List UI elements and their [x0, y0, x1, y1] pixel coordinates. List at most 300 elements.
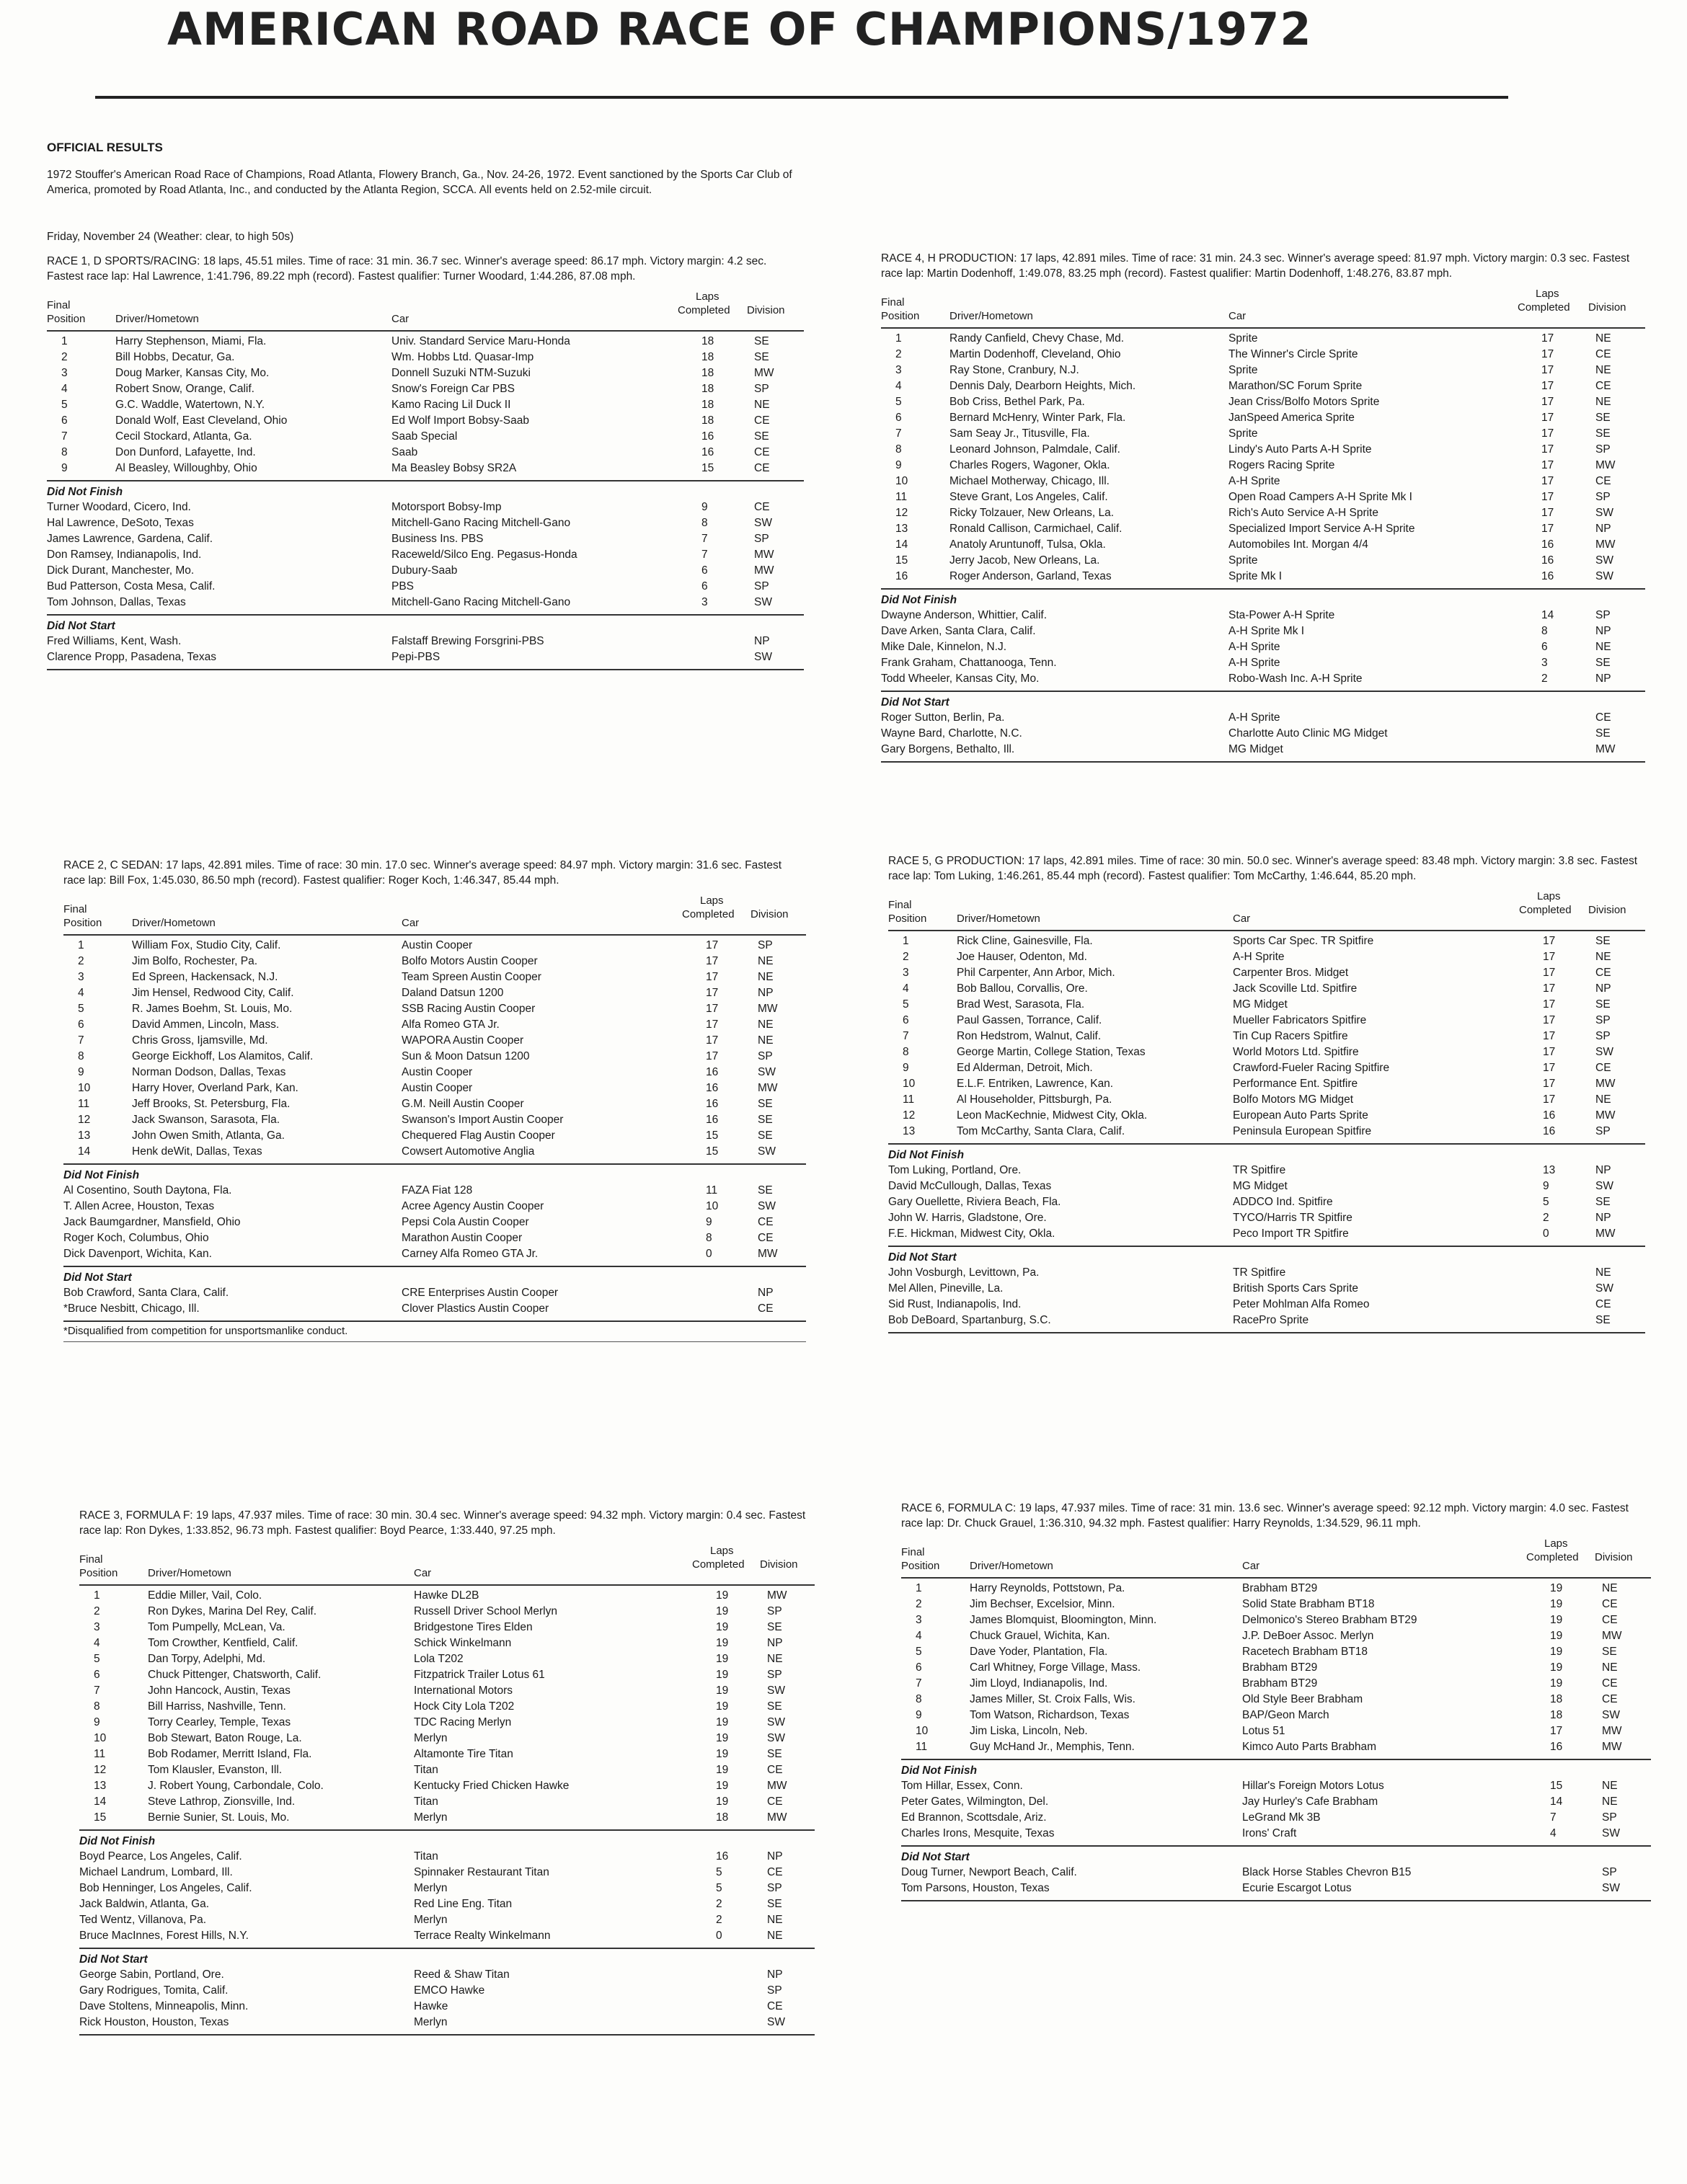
laps-completed: 17: [1543, 998, 1556, 1011]
division: CE: [1595, 1062, 1611, 1074]
car-name: Falstaff Brewing Forsgrini-PBS: [391, 635, 544, 647]
driver-hometown: F.E. Hickman, Midwest City, Okla.: [888, 1228, 1055, 1240]
car-name: LeGrand Mk 3B: [1242, 1811, 1321, 1824]
table-row: [79, 2015, 815, 2031]
car-name: Marathon/SC Forum Sprite: [1228, 380, 1363, 392]
laps-completed: 17: [1541, 396, 1554, 408]
finish-position: 15: [94, 1811, 107, 1824]
driver-hometown: Guy McHand Jr., Memphis, Tenn.: [970, 1741, 1135, 1753]
table-row: [888, 966, 1645, 982]
finish-position: 8: [895, 443, 902, 456]
table-row: [881, 443, 1645, 458]
car-name: Peter Mohlman Alfa Romeo: [1233, 1298, 1370, 1310]
driver-hometown: Tom Crowther, Kentfield, Calif.: [148, 1637, 298, 1649]
division: NE: [767, 1914, 783, 1926]
driver-hometown: Jeff Brooks, St. Petersburg, Fla.: [132, 1098, 291, 1110]
driver-hometown: Rick Cline, Gainesville, Fla.: [957, 935, 1093, 947]
car-name: Specialized Import Service A-H Sprite: [1228, 523, 1415, 535]
col-laps-label: Laps: [700, 895, 724, 907]
table-row: [63, 1199, 806, 1215]
driver-hometown: Ray Stone, Cranbury, N.J.: [949, 364, 1079, 376]
driver-hometown: Brad West, Sarasota, Fla.: [957, 998, 1085, 1011]
driver-hometown: Carl Whitney, Forge Village, Mass.: [970, 1661, 1141, 1674]
table-row: [79, 1779, 815, 1795]
laps-completed: 17: [1541, 332, 1554, 345]
laps-completed: 17: [1541, 364, 1554, 376]
driver-hometown: Tom Pumpelly, McLean, Va.: [148, 1621, 285, 1633]
table-row: [881, 411, 1645, 427]
division: SW: [1595, 507, 1613, 519]
driver-hometown: Jim Hensel, Redwood City, Calif.: [132, 987, 294, 999]
driver-hometown: J. Robert Young, Carbondale, Colo.: [148, 1780, 324, 1792]
car-name: Clover Plastics Austin Cooper: [402, 1302, 549, 1315]
driver-hometown: Steve Grant, Los Angeles, Calif.: [949, 491, 1108, 503]
driver-hometown: Ed Alderman, Detroit, Mich.: [957, 1062, 1093, 1074]
division: NP: [1595, 1212, 1611, 1224]
finish-position: 15: [895, 554, 908, 567]
driver-hometown: Anatoly Aruntunoff, Tulsa, Okla.: [949, 538, 1106, 551]
driver-hometown: James Miller, St. Croix Falls, Wis.: [970, 1693, 1135, 1705]
division: CE: [758, 1216, 774, 1228]
car-name: Pepsi Cola Austin Cooper: [402, 1216, 529, 1228]
table-row: [901, 1645, 1651, 1661]
table-row: [63, 970, 806, 986]
column-headers: [63, 892, 806, 934]
driver-hometown: Robert Snow, Orange, Calif.: [115, 383, 254, 395]
finish-position: 10: [94, 1732, 107, 1744]
column-headers: [47, 288, 804, 330]
col-driver-label: Driver/Hometown: [949, 310, 1033, 322]
laps-completed: 17: [706, 1050, 719, 1062]
division: SE: [1595, 657, 1611, 669]
table-row: [79, 1620, 815, 1636]
did-not-start: [881, 692, 1645, 761]
did-not-finish-title: Did Not Finish: [79, 1835, 156, 1847]
car-name: Peco Import TR Spitfire: [1233, 1228, 1349, 1240]
finish-position: 5: [61, 399, 68, 411]
division: NP: [1595, 982, 1611, 995]
laps-completed: 17: [1543, 1014, 1556, 1026]
table-row: [888, 1077, 1645, 1093]
car-name: The Winner's Circle Sprite: [1228, 348, 1358, 360]
finish-position: 8: [94, 1700, 100, 1713]
race-header: RACE 4, H PRODUCTION: 17 laps, 42.891 miles. Time of race: 31 min. 24.3 sec. Winner's average speed: 81.97 mph. Victory margin: 0.3 sec. Fastest race lap: Martin Dodenhoff, 1:49.078, 83.25 mph (record). Fastest qualifier: Martin Dodenhoff, 1:48.276, 83.87 mph.: [881, 252, 1630, 280]
laps-completed: 19: [716, 1637, 729, 1649]
driver-hometown: Frank Graham, Chattanooga, Tenn.: [881, 657, 1057, 669]
race-results-block: [63, 858, 806, 1342]
driver-hometown: Charles Rogers, Wagoner, Okla.: [949, 459, 1110, 471]
division: SE: [1595, 1196, 1611, 1208]
car-name: Tin Cup Racers Spitfire: [1233, 1030, 1348, 1042]
end-rule: [881, 761, 1645, 763]
intro-paragraph: 1972 Stouffer's American Road Race of Champions, Road Atlanta, Flowery Branch, Ga., Nov. 24-26, 1972. Event sanctioned by the Sports Car Club of America, promoted by Road Atlanta, Inc., and conducted by the Atlanta Region, SCCA. All events held on 2.52-mile circuit.: [47, 169, 792, 196]
laps-completed: 17: [1541, 412, 1554, 424]
laps-completed: 17: [1541, 443, 1554, 456]
table-row: [901, 1661, 1651, 1677]
col-laps-label: Laps: [1544, 1537, 1568, 1550]
car-name: Hawke DL2B: [414, 1589, 479, 1602]
laps-completed: 18: [701, 335, 714, 347]
division: NP: [1595, 672, 1611, 685]
col-final-label: Final: [47, 299, 71, 311]
col-car-label: Car: [414, 1567, 432, 1579]
driver-hometown: Bernard McHenry, Winter Park, Fla.: [949, 412, 1126, 424]
division: MW: [1595, 743, 1616, 755]
table-row: [47, 650, 804, 666]
page-title: AMERICAN ROAD RACE OF CHAMPIONS/1972: [167, 3, 1312, 56]
did-not-start: [79, 1949, 815, 2034]
finish-position: 11: [916, 1741, 928, 1753]
driver-hometown: Ted Wentz, Villanova, Pa.: [79, 1914, 207, 1926]
division: SW: [1602, 1827, 1620, 1839]
car-name: World Motors Ltd. Spitfire: [1233, 1046, 1359, 1058]
laps-completed: 19: [716, 1748, 729, 1760]
finish-position: 9: [78, 1066, 84, 1078]
division: MW: [754, 564, 774, 577]
car-name: British Sports Cars Sprite: [1233, 1282, 1358, 1295]
finish-position: 2: [61, 351, 68, 363]
driver-hometown: Ronald Callison, Carmichael, Calif.: [949, 523, 1123, 535]
driver-hometown: Bill Hobbs, Decatur, Ga.: [115, 351, 235, 363]
laps-completed: 19: [716, 1795, 729, 1808]
laps-completed: 17: [1543, 1093, 1556, 1106]
division: SP: [767, 1882, 782, 1894]
laps-completed: 16: [706, 1082, 719, 1094]
driver-hometown: Jack Baldwin, Atlanta, Ga.: [79, 1898, 210, 1910]
table-row: [888, 950, 1645, 966]
laps-completed: 19: [1550, 1677, 1563, 1690]
laps-completed: 13: [1543, 1164, 1556, 1176]
race-results-block: [79, 1508, 815, 2036]
table-row: [901, 1613, 1651, 1629]
table-row: [888, 1211, 1645, 1227]
laps-completed: 17: [1543, 967, 1556, 979]
car-name: JanSpeed America Sprite: [1228, 412, 1355, 424]
table-row: [63, 1081, 806, 1097]
finish-position: 5: [903, 998, 909, 1011]
laps-completed: 16: [1541, 570, 1554, 582]
did-not-finish: [47, 481, 804, 614]
race-results-block: [901, 1501, 1651, 1901]
col-final-label: Final: [63, 903, 87, 915]
car-name: Delmonico's Stereo Brabham BT29: [1242, 1614, 1417, 1626]
end-rule: [79, 2034, 815, 2036]
driver-hometown: David Ammen, Lincoln, Mass.: [132, 1018, 280, 1031]
finish-position: 6: [895, 412, 902, 424]
car-name: Irons' Craft: [1242, 1827, 1297, 1839]
laps-completed: 2: [1543, 1212, 1549, 1224]
division: SE: [767, 1700, 782, 1713]
col-division-label: Division: [760, 1558, 798, 1571]
table-row: [63, 1049, 806, 1065]
division: MW: [1595, 1228, 1616, 1240]
car-name: MG Midget: [1228, 743, 1283, 755]
table-row: [881, 608, 1645, 624]
driver-hometown: Harry Reynolds, Pottstown, Pa.: [970, 1582, 1125, 1594]
laps-completed: 17: [1543, 1062, 1556, 1074]
table-row: [881, 347, 1645, 363]
finishers-list: [888, 931, 1645, 1143]
division: SE: [754, 335, 769, 347]
car-name: Austin Cooper: [402, 1082, 473, 1094]
laps-completed: 17: [706, 1034, 719, 1047]
col-final-label: Final: [888, 899, 912, 911]
col-position-label: Position: [901, 1560, 940, 1572]
driver-hometown: George Sabin, Portland, Ore.: [79, 1968, 224, 1981]
car-name: Mitchell-Gano Racing Mitchell-Gano: [391, 517, 571, 529]
car-name: Dubury-Saab: [391, 564, 458, 577]
car-name: Russell Driver School Merlyn: [414, 1605, 557, 1617]
division: MW: [758, 1248, 778, 1260]
finish-position: 14: [94, 1795, 107, 1808]
division: NE: [767, 1930, 783, 1942]
did-not-finish-title: Did Not Finish: [63, 1169, 140, 1181]
division: SW: [1602, 1709, 1620, 1721]
table-row: [901, 1811, 1651, 1826]
division: SW: [767, 1716, 785, 1728]
driver-hometown: Eddie Miller, Vail, Colo.: [148, 1589, 262, 1602]
division: CE: [1602, 1693, 1618, 1705]
car-name: Mitchell-Gano Racing Mitchell-Gano: [391, 596, 571, 608]
table-row: [63, 1113, 806, 1129]
end-rule: [888, 1332, 1645, 1333]
race-results-block: [881, 251, 1645, 763]
division: SP: [767, 1669, 782, 1681]
laps-completed: 19: [1550, 1630, 1563, 1642]
did-not-start-title: Did Not Start: [47, 620, 115, 632]
driver-hometown: Roger Anderson, Garland, Texas: [949, 570, 1112, 582]
division: NP: [767, 1850, 783, 1863]
driver-hometown: Ron Hedstrom, Walnut, Calif.: [957, 1030, 1102, 1042]
driver-hometown: E.L.F. Entriken, Lawrence, Kan.: [957, 1078, 1114, 1090]
car-name: Ed Wolf Import Bobsy-Saab: [391, 414, 529, 427]
car-name: Old Style Beer Brabham: [1242, 1693, 1363, 1705]
car-name: Raceweld/Silco Eng. Pegasus-Honda: [391, 549, 577, 561]
car-name: Lotus 51: [1242, 1725, 1285, 1737]
car-name: Team Spreen Austin Cooper: [402, 971, 541, 983]
laps-completed: 17: [1543, 935, 1556, 947]
laps-completed: 6: [701, 580, 708, 592]
table-row: [888, 1109, 1645, 1124]
table-row: [901, 1724, 1651, 1740]
laps-completed: 7: [701, 549, 708, 561]
car-name: Acree Agency Austin Cooper: [402, 1200, 544, 1212]
laps-completed: 16: [701, 430, 714, 443]
driver-hometown: George Martin, College Station, Texas: [957, 1046, 1146, 1058]
table-row: [881, 363, 1645, 379]
finish-position: 5: [895, 396, 902, 408]
table-row: [79, 1795, 815, 1811]
laps-completed: 17: [1543, 951, 1556, 963]
laps-completed: 18: [1550, 1709, 1563, 1721]
col-completed-label: Completed: [1519, 904, 1572, 916]
driver-hometown: Bob Ballou, Corvallis, Ore.: [957, 982, 1088, 995]
driver-hometown: John Vosburgh, Levittown, Pa.: [888, 1266, 1040, 1279]
car-name: Kentucky Fried Chicken Hawke: [414, 1780, 570, 1792]
car-name: Donnell Suzuki NTM-Suzuki: [391, 367, 531, 379]
finishers-list: [901, 1579, 1651, 1759]
laps-completed: 17: [1541, 523, 1554, 535]
car-name: RacePro Sprite: [1233, 1314, 1309, 1326]
division: NE: [754, 399, 770, 411]
table-row: [79, 1700, 815, 1715]
driver-hometown: Bruce MacInnes, Forest Hills, N.Y.: [79, 1930, 249, 1942]
did-not-finish: [901, 1760, 1651, 1845]
laps-completed: 19: [1550, 1646, 1563, 1658]
driver-hometown: Doug Marker, Kansas City, Mo.: [115, 367, 270, 379]
finish-position: 6: [61, 414, 68, 427]
driver-hometown: Gary Borgens, Bethalto, Ill.: [881, 743, 1015, 755]
finish-position: 7: [903, 1030, 909, 1042]
laps-completed: 17: [1541, 427, 1554, 440]
did-not-start-title: Did Not Start: [888, 1251, 957, 1264]
laps-completed: 16: [1543, 1109, 1556, 1122]
laps-completed: 6: [1541, 641, 1548, 653]
column-headers: [901, 1535, 1651, 1577]
race-header: RACE 2, C SEDAN: 17 laps, 42.891 miles. Time of race: 30 min. 17.0 sec. Winner's average speed: 84.97 mph. Victory margin: 31.6 sec. Fastest race lap: Bill Fox, 1:45.030, 86.50 mph (record). Fastest qualifier: Roger Koch, 1:46.347, 85.44 mph.: [63, 859, 781, 887]
col-car-label: Car: [1233, 913, 1251, 925]
division: NP: [1595, 523, 1611, 535]
driver-hometown: Joe Hauser, Odenton, Md.: [957, 951, 1087, 963]
division: SP: [1595, 1125, 1611, 1137]
division: SP: [1595, 609, 1611, 621]
division: SE: [758, 1098, 773, 1110]
finish-position: 12: [78, 1114, 91, 1126]
division: NP: [758, 1287, 774, 1299]
division: CE: [758, 1232, 774, 1244]
division: SP: [1595, 1014, 1611, 1026]
division: CE: [767, 1795, 783, 1808]
did-not-finish-title: Did Not Finish: [881, 594, 957, 606]
division: SP: [1595, 443, 1611, 456]
laps-completed: 9: [701, 501, 708, 513]
laps-completed: 7: [1550, 1811, 1557, 1824]
laps-completed: 17: [1541, 380, 1554, 392]
division: MW: [1595, 1109, 1616, 1122]
table-row: [63, 986, 806, 1002]
driver-hometown: Harry Stephenson, Miami, Fla.: [115, 335, 267, 347]
finish-position: 11: [94, 1748, 106, 1760]
table-row: [63, 1097, 806, 1113]
laps-completed: 18: [701, 399, 714, 411]
laps-completed: 14: [1550, 1795, 1563, 1808]
car-name: Peninsula European Spitfire: [1233, 1125, 1372, 1137]
table-row: [888, 1195, 1645, 1211]
laps-completed: 15: [1550, 1780, 1563, 1792]
car-name: Mueller Fabricators Spitfire: [1233, 1014, 1367, 1026]
laps-completed: 19: [716, 1700, 729, 1713]
driver-hometown: Bob Rodamer, Merritt Island, Fla.: [148, 1748, 312, 1760]
car-name: Sprite: [1228, 364, 1258, 376]
driver-hometown: Dave Arken, Santa Clara, Calif.: [881, 625, 1036, 637]
table-row: [888, 1227, 1645, 1243]
did-not-finish: [881, 590, 1645, 691]
car-name: G.M. Neill Austin Cooper: [402, 1098, 524, 1110]
car-name: Chequered Flag Austin Cooper: [402, 1129, 555, 1142]
col-car-label: Car: [1242, 1560, 1260, 1572]
division: NE: [1595, 951, 1611, 963]
table-row: [47, 595, 804, 611]
division: MW: [1602, 1630, 1622, 1642]
laps-completed: 17: [706, 1018, 719, 1031]
car-name: Sprite: [1228, 332, 1258, 345]
car-name: Daland Datsun 1200: [402, 987, 504, 999]
laps-completed: 3: [701, 596, 708, 608]
division: NE: [758, 1034, 774, 1047]
car-name: Titan: [414, 1795, 438, 1808]
car-name: Merlyn: [414, 1732, 448, 1744]
car-name: Business Ins. PBS: [391, 533, 484, 545]
driver-hometown: Tom Parsons, Houston, Texas: [901, 1882, 1050, 1894]
division: CE: [1602, 1614, 1618, 1626]
driver-hometown: William Fox, Studio City, Calif.: [132, 939, 281, 951]
race-header: RACE 5, G PRODUCTION: 17 laps, 42.891 miles. Time of race: 30 min. 50.0 sec. Winner's average speed: 83.48 mph. Victory margin: 3.8 sec. Fastest race lap: Tom Luking, 1:46.261, 85.44 mph (record). Fastest qualifier: Tom McCarthy, 1:46.644, 85.20 mph.: [888, 855, 1638, 882]
col-position-label: Position: [79, 1567, 118, 1579]
finish-position: 8: [903, 1046, 909, 1058]
finish-position: 8: [78, 1050, 84, 1062]
driver-hometown: Dave Yoder, Plantation, Fla.: [970, 1646, 1108, 1658]
car-name: EMCO Hawke: [414, 1984, 485, 1997]
car-name: Bolfo Motors Austin Cooper: [402, 955, 538, 967]
finish-position: 3: [895, 364, 902, 376]
driver-hometown: Michael Motherway, Chicago, Ill.: [949, 475, 1110, 487]
table-row: [79, 1881, 815, 1897]
division: NE: [1595, 396, 1611, 408]
did-not-finish-title: Did Not Finish: [888, 1149, 965, 1161]
table-row: [888, 934, 1645, 950]
table-row: [881, 624, 1645, 640]
table-row: [79, 1999, 815, 2015]
did-not-start-title: Did Not Start: [881, 696, 949, 709]
division: CE: [754, 414, 770, 427]
car-name: Brabham BT29: [1242, 1677, 1318, 1690]
laps-completed: 19: [716, 1716, 729, 1728]
car-name: Kamo Racing Lil Duck II: [391, 399, 511, 411]
driver-hometown: Jack Swanson, Sarasota, Fla.: [132, 1114, 280, 1126]
laps-completed: 16: [1550, 1741, 1563, 1753]
table-row: [47, 430, 804, 445]
laps-completed: 18: [701, 414, 714, 427]
title-divider: [95, 96, 1508, 99]
table-row: [881, 569, 1645, 585]
official-results-heading: OFFICIAL RESULTS: [47, 141, 163, 154]
car-name: Hawke: [414, 2000, 448, 2012]
table-row: [79, 1636, 815, 1652]
driver-hometown: Jim Bechser, Excelsior, Minn.: [970, 1598, 1115, 1610]
division: NE: [1595, 364, 1611, 376]
car-name: MG Midget: [1233, 998, 1288, 1011]
car-name: European Auto Parts Sprite: [1233, 1109, 1368, 1122]
driver-hometown: Ricky Tolzauer, New Orleans, La.: [949, 507, 1115, 519]
laps-completed: 17: [1543, 982, 1556, 995]
did-not-finish: [63, 1165, 806, 1266]
laps-completed: 18: [701, 367, 714, 379]
finish-position: 2: [916, 1598, 922, 1610]
table-row: [79, 1929, 815, 1945]
car-name: International Motors: [414, 1684, 513, 1697]
division: SP: [754, 580, 769, 592]
col-completed-label: Completed: [1526, 1551, 1579, 1563]
car-name: Saab: [391, 446, 418, 458]
finish-position: 5: [916, 1646, 922, 1658]
car-name: Jay Hurley's Cafe Brabham: [1242, 1795, 1378, 1808]
car-name: Spinnaker Restaurant Titan: [414, 1866, 549, 1878]
division: SW: [1595, 554, 1613, 567]
car-name: Snow's Foreign Car PBS: [391, 383, 515, 395]
col-driver-label: Driver/Hometown: [132, 917, 216, 929]
laps-completed: 7: [701, 533, 708, 545]
division: MW: [1595, 1078, 1616, 1090]
